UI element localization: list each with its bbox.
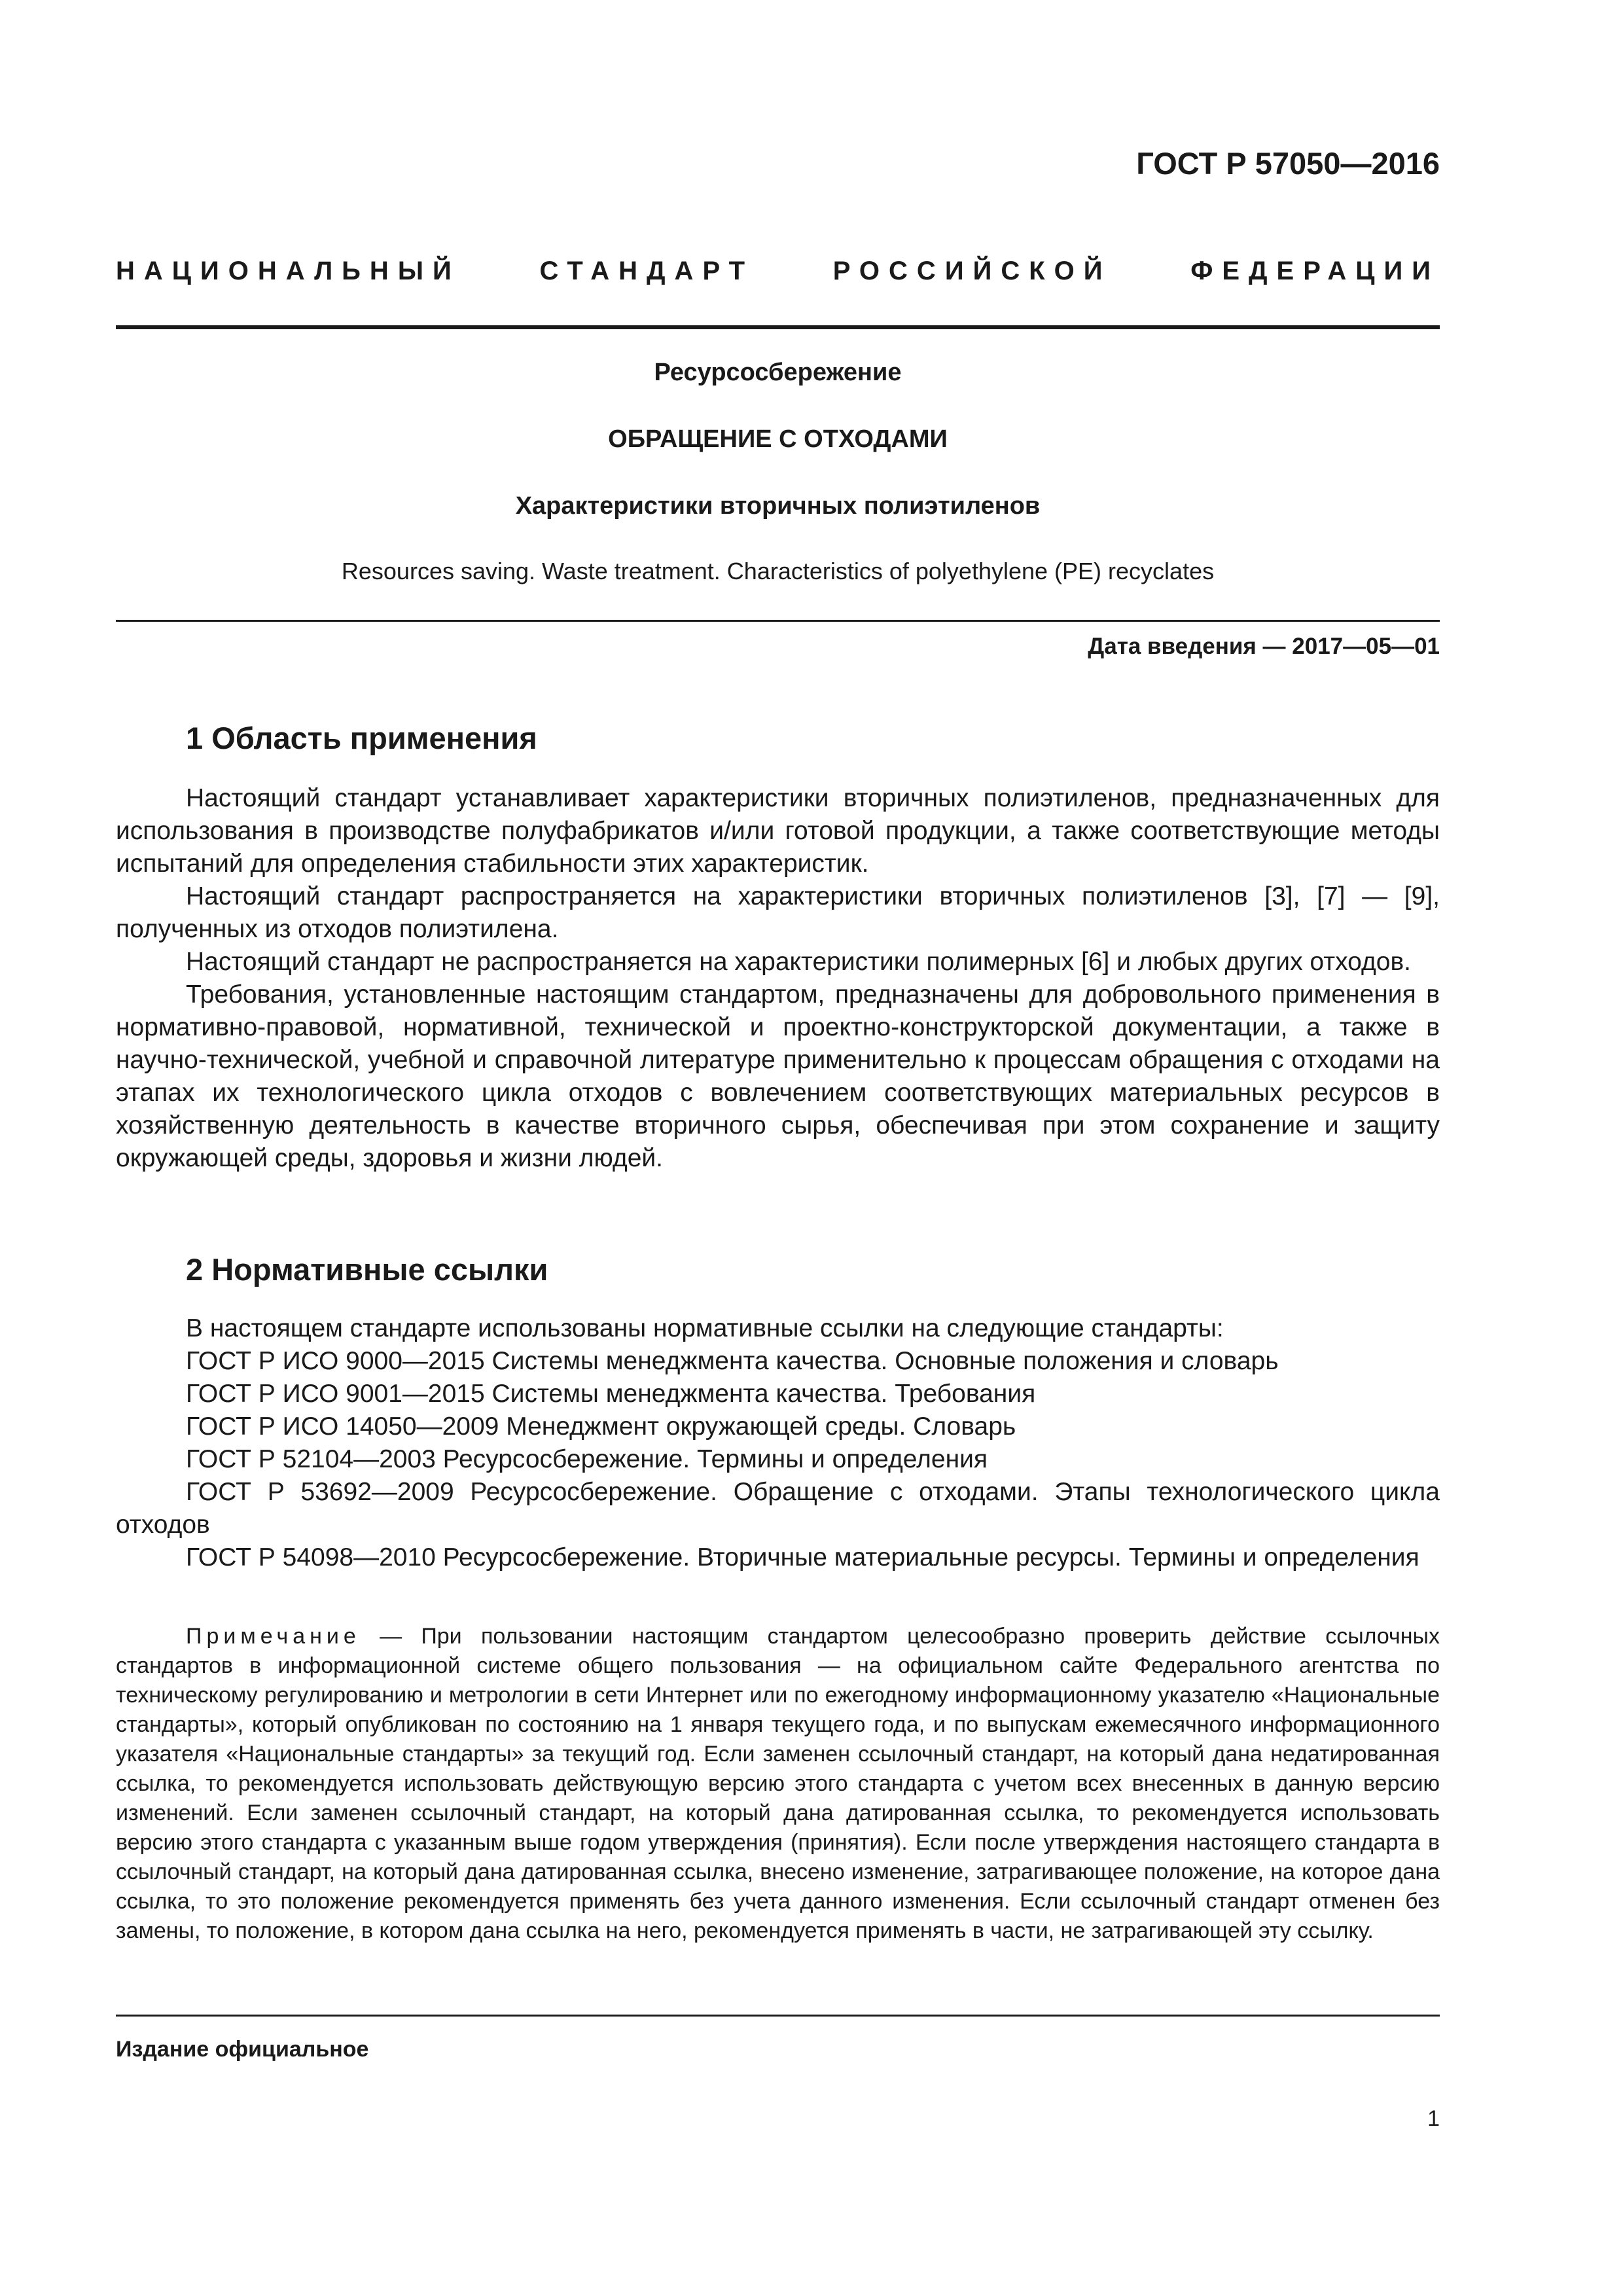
paragraph: Настоящий стандарт устанавливает характеристики вторичных полиэтиленов, предназначенных для использования в производстве полуфабрикатов и/или готовой продукции, а также соответствующие методы испытаний для определения стабильности этих характеристик. [116, 784, 1440, 878]
note [116, 1622, 1440, 1946]
title-english: Resources saving. Waste treatment. Characteristics of polyethylene (PE) recyclates [341, 558, 1215, 584]
note-label: Примечание [186, 1624, 361, 1649]
paragraph: Настоящий стандарт не распространяется на характеристики полимерных [6] и любых других отходов. [186, 948, 1411, 976]
title-line-2: ОБРАЩЕНИЕ С ОТХОДАМИ [608, 425, 948, 453]
note-text: — При пользовании настоящим стандартом целесообразно проверить действие ссылочных стандартов в информационной системе общего пользования — на официальном сайте Федерального агентства по техническому регулированию и метрологии в сети Интернет или по ежегодному информационному указателю «Национальные стандарты», который опубликован по состоянию на 1 января текущего года, и по выпускам ежемесячного информационного указателя «Национальные стандарты» за текущий год. Если заменен ссылочный стандарт, на который дана недатированная ссылка, то рекомендуется использовать действующую версию этого стандарта с учетом всех внесенных в данную версию изменений. Если заменен ссылочный стандарт, на который дана датированная ссылка, то рекомендуется использовать версию этого стандарта с указанным выше годом утверждения (принятия). Если после утверждения настоящего стандарта в ссылочный стандарт, на который дана датированная ссылка, внесено изменение, затрагивающее положение, на которое дана ссылка, то это положение рекомендуется применять без учета данного изменения. Если ссылочный стандарт отменен без замены, то положение, в котором дана ссылка на него, рекомендуется применять в части, не затрагивающей эту ссылку. [116, 1624, 1440, 1943]
intro-date: Дата введения — 2017—05—01 [1088, 634, 1440, 659]
reference-item: ГОСТ Р ИСО 9000—2015 Системы менеджмента качества. Основные положения и словарь [186, 1347, 1279, 1375]
title-line-3: Характеристики вторичных полиэтиленов [515, 492, 1041, 520]
paragraph: В настоящем стандарте использованы нормативные ссылки на следующие стандарты: [186, 1314, 1224, 1342]
reference-item: ГОСТ Р ИСО 9001—2015 Системы менеджмента качества. Требования [186, 1380, 1036, 1408]
section-1-heading: 1 Область применения [186, 721, 537, 755]
section-1-body [116, 782, 1440, 1175]
reference-item: ГОСТ Р ИСО 14050—2009 Менеджмент окружающей среды. Словарь [186, 1412, 1016, 1441]
reference-item: ГОСТ Р 52104—2003 Ресурсосбережение. Термины и определения [186, 1445, 988, 1473]
reference-item: ГОСТ Р 53692—2009 Ресурсосбережение. Обращение с отходами. Этапы технологического цикла отходов [116, 1478, 1440, 1539]
title-divider [116, 620, 1440, 622]
title-line-1: Ресурсосбережение [654, 359, 902, 386]
paragraph: Требования, установленные настоящим стандартом, предназначены для добровольного применения в нормативно-правовой, нормативной, технической и проектно-конструкторской документации, а также в научно-технической, учебной и справочной литературе применительно к процессам обращения с отходами на этапах их технологического цикла отходов с вовлечением соответствующих материальных ресурсов в хозяйственную деятельность в качестве вторичного сырья, обеспечивая при этом сохранение и защиту окружающей среды, здоровья и жизни людей. [116, 980, 1440, 1172]
section-2-heading: 2 Нормативные ссылки [186, 1252, 548, 1287]
page-number: 1 [1427, 2106, 1440, 2131]
edition-label: Издание официальное [116, 2037, 369, 2062]
footer-divider [116, 2015, 1440, 2017]
reference-item: ГОСТ Р 54098—2010 Ресурсосбережение. Вторичные материальные ресурсы. Термины и определения [186, 1543, 1419, 1571]
section-2-body [116, 1312, 1440, 1574]
document-number: ГОСТ Р 57050—2016 [1136, 146, 1440, 181]
paragraph: Настоящий стандарт распространяется на характеристики вторичных полиэтиленов [3], [7] — [9], полученных из отходов полиэтилена. [116, 882, 1440, 943]
national-standard-caption: НАЦИОНАЛЬНЫЙ СТАНДАРТ РОССИЙСКОЙ ФЕДЕРАЦИИ [116, 257, 1440, 285]
header-divider [116, 325, 1440, 329]
